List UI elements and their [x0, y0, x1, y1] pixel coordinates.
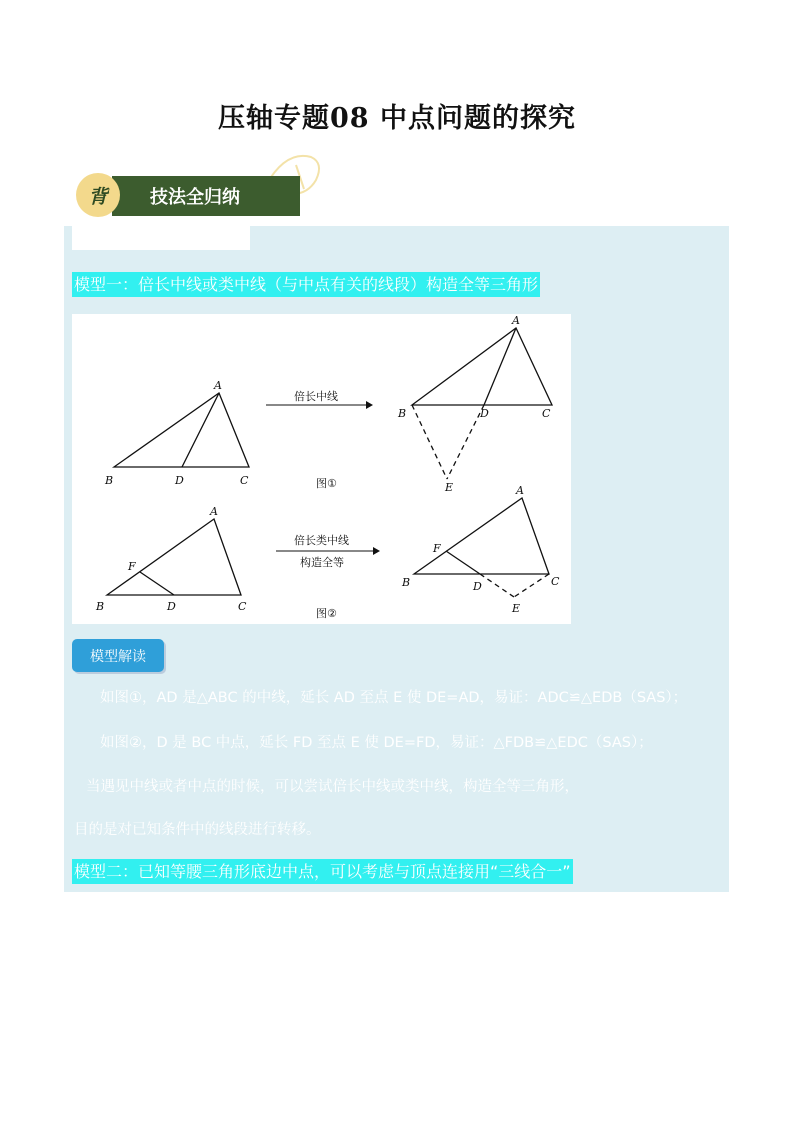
figure2-left-triangle: [95, 505, 247, 613]
point-label: C: [240, 474, 249, 487]
point-label: A: [214, 379, 222, 392]
geometry-figures: [72, 314, 571, 624]
point-label: E: [445, 481, 454, 494]
point-label: D: [480, 407, 489, 420]
point-label: B: [402, 576, 411, 589]
point-label: E: [512, 602, 521, 615]
figure-caption: 图②: [316, 607, 337, 620]
arrow-label-top: 倍长类中线: [294, 534, 349, 547]
point-label: C: [551, 575, 560, 588]
arrow-1: [266, 389, 373, 409]
point-label: B: [96, 600, 105, 613]
arrow-label: 倍长中线: [294, 390, 338, 403]
page-title: 压轴专题08 中点问题的探究: [218, 103, 576, 134]
figure-caption: 图①: [316, 477, 337, 490]
point-label: B: [105, 474, 114, 487]
model1-heading: 模型一：倍长中线或类中线（与中点有关的线段）构造全等三角形: [72, 272, 540, 297]
figure2-right-triangle: [401, 484, 560, 615]
model-reading-badge: 模型解读: [72, 639, 164, 672]
point-label: A: [210, 505, 218, 518]
point-label: A: [512, 314, 520, 327]
panel-tab: [72, 226, 250, 250]
paragraph: 目的是对已知条件中的线段进行转移。: [74, 822, 321, 838]
figure1-right-triangle: [397, 314, 552, 494]
section-header: [76, 173, 300, 217]
paragraph: 当遇见中线或者中点的时候，可以尝试倍长中线或类中线，构造全等三角形，: [86, 779, 579, 795]
figure-box: [72, 314, 571, 624]
paragraph: 如图②，D 是 BC 中点，延长 FD 至点 E 使 DE=FD，易证：△FDB≌△EDC（SAS）；: [100, 735, 653, 751]
section-badge-icon: 背: [76, 173, 120, 217]
model2-heading: 模型二：已知等腰三角形底边中点，可以考虑与顶点连接用“三线合一”: [72, 859, 573, 884]
point-label: B: [398, 407, 407, 420]
point-label: C: [238, 600, 247, 613]
point-label: D: [473, 580, 482, 593]
figure1-left-triangle: [104, 379, 249, 487]
section-header-label: 技法全归纳: [112, 176, 300, 216]
arrow-2: [276, 533, 380, 569]
point-label: D: [167, 600, 176, 613]
point-label: F: [128, 560, 136, 573]
paragraph: 如图①，AD 是△ABC 的中线，延长 AD 至点 E 使 DE=AD，易证：ADC≌△EDB（SAS）；: [100, 690, 688, 706]
arrow-label-bottom: 构造全等: [300, 556, 344, 569]
point-label: F: [433, 542, 441, 555]
point-label: A: [516, 484, 524, 497]
point-label: C: [542, 407, 551, 420]
content-panel: [64, 226, 729, 892]
point-label: D: [175, 474, 184, 487]
